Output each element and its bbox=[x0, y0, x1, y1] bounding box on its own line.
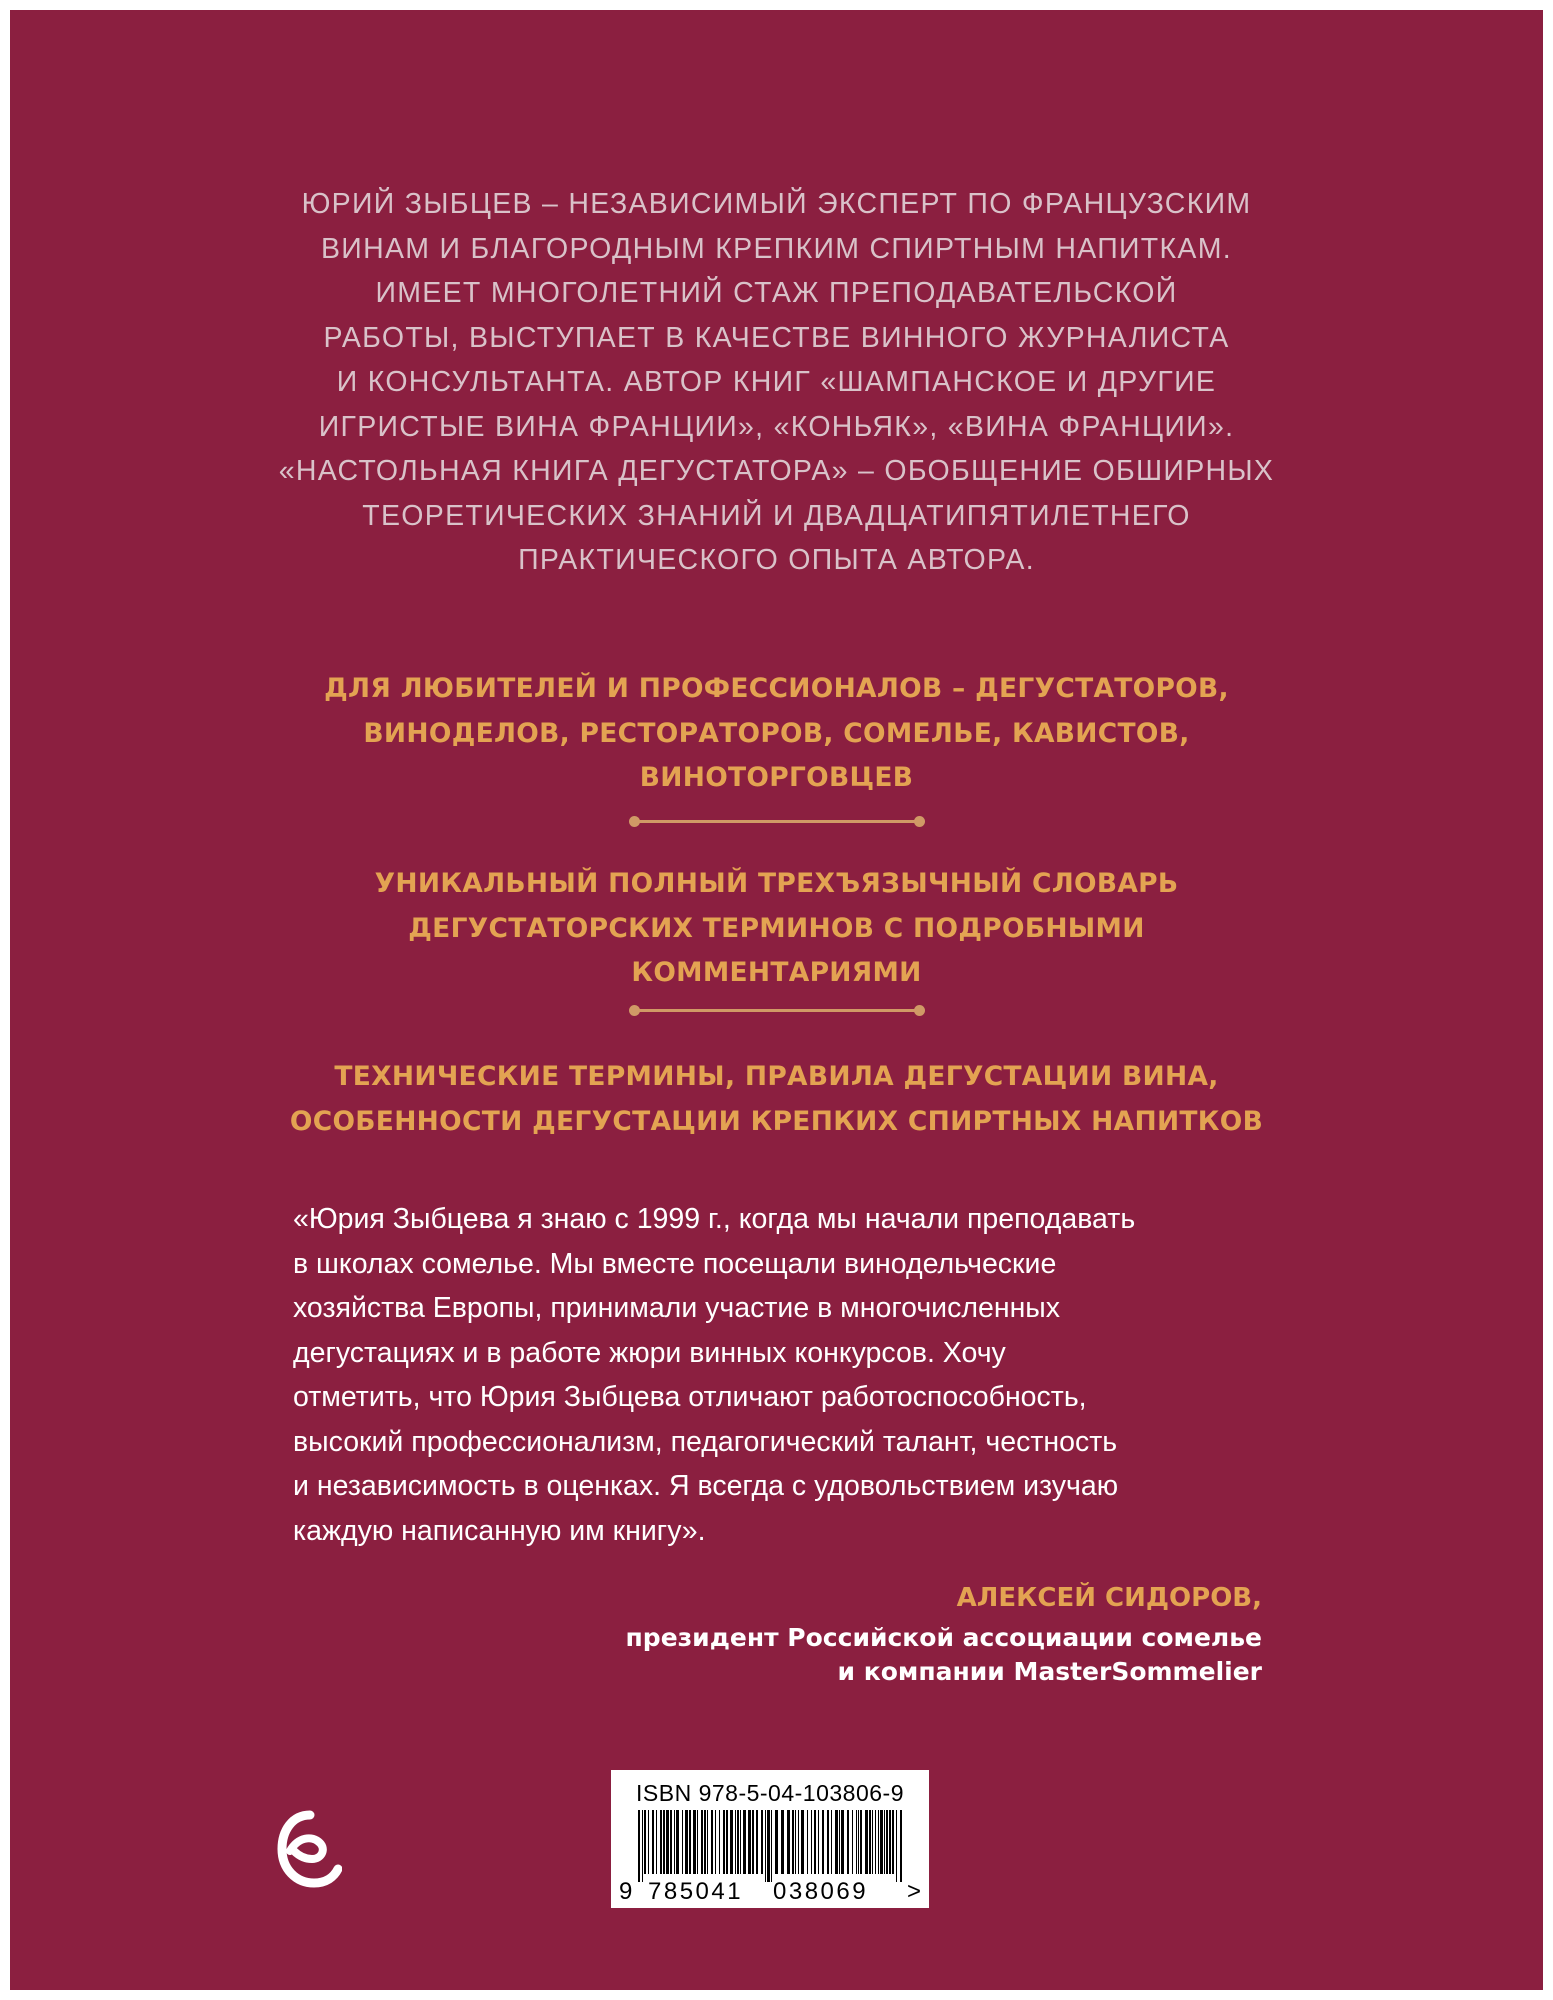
barcode-bar bbox=[880, 1810, 883, 1874]
isbn-digits bbox=[611, 1878, 929, 1906]
isbn-barcode bbox=[611, 1770, 929, 1908]
barcode-bar bbox=[795, 1810, 796, 1874]
feature-line: ВИНОТОРГОВЦЕВ bbox=[639, 762, 914, 793]
barcode-bar bbox=[756, 1810, 758, 1874]
barcode-bar bbox=[865, 1810, 868, 1874]
barcode-bar bbox=[670, 1810, 672, 1874]
barcode-bar bbox=[648, 1810, 649, 1874]
barcode-bar bbox=[841, 1810, 844, 1874]
barcode-bar bbox=[781, 1810, 784, 1874]
barcode-bar bbox=[748, 1810, 751, 1874]
barcode-bar bbox=[818, 1810, 819, 1874]
author-bio-line: «НАСТОЛЬНАЯ КНИГА ДЕГУСТАТОРА» – ОБОБЩЕНИЕ ОБШИРНЫХ bbox=[278, 455, 1275, 487]
barcode-bar bbox=[860, 1810, 862, 1874]
barcode-bar bbox=[811, 1810, 812, 1874]
barcode-bar bbox=[701, 1810, 703, 1874]
barcode-bar bbox=[682, 1810, 683, 1874]
quote-line: хозяйства Европы, принимали участие в многочисленных bbox=[293, 1292, 1061, 1324]
barcode-bar bbox=[884, 1810, 885, 1874]
isbn-digit-group: > bbox=[907, 1878, 924, 1905]
reviewer-title-line: и компании MasterSommelier bbox=[837, 1657, 1262, 1686]
isbn-digit-group: 038069 bbox=[773, 1878, 869, 1905]
barcode-bar bbox=[743, 1810, 746, 1874]
barcode-bar bbox=[900, 1810, 902, 1882]
author-bio-line: ЮРИЙ ЗЫБЦЕВ – НЕЗАВИСИМЫЙ ЭКСПЕРТ ПО ФРАНЦУЗСКИМ bbox=[301, 188, 1252, 220]
barcode-bar bbox=[875, 1810, 876, 1874]
book-back-cover bbox=[10, 10, 1543, 1990]
feature-line: ДЕГУСТАТОРСКИХ ТЕРМИНОВ С ПОДРОБНЫМИ bbox=[408, 912, 1145, 944]
author-bio-line: ПРАКТИЧЕСКОГО ОПЫТА АВТОРА. bbox=[518, 544, 1035, 576]
quote-line: в школах сомелье. Мы вместе посещали винодельческие bbox=[293, 1247, 1057, 1280]
barcode-bar bbox=[711, 1810, 713, 1874]
barcode-bars bbox=[638, 1810, 902, 1882]
barcode-bar bbox=[767, 1810, 770, 1882]
feature-audience bbox=[10, 667, 1543, 801]
author-bio-line: И КОНСУЛЬТАНТА. АВТОР КНИГ «ШАМПАНСКОЕ И ДРУГИЕ bbox=[336, 366, 1217, 398]
author-bio bbox=[10, 182, 1543, 583]
barcode-bar bbox=[831, 1810, 832, 1874]
barcode-bar bbox=[852, 1810, 853, 1874]
barcode-bar bbox=[889, 1810, 891, 1874]
feature-line: ТЕХНИЧЕСКИЕ ТЕРМИНЫ, ПРАВИЛА ДЕГУСТАЦИИ ВИНА, bbox=[334, 1061, 1219, 1092]
barcode-bar bbox=[801, 1810, 804, 1874]
barcode-bar bbox=[644, 1810, 646, 1874]
barcode-bar bbox=[730, 1810, 733, 1874]
isbn-digit-group: 9 bbox=[619, 1878, 635, 1905]
author-bio-line: ТЕОРЕТИЧЕСКИХ ЗНАНИЙ И ДВАДЦАТИПЯТИЛЕТНЕГО bbox=[362, 499, 1191, 532]
barcode-bar bbox=[775, 1810, 778, 1874]
barcode-bar bbox=[798, 1810, 799, 1874]
barcode-bar bbox=[726, 1810, 728, 1874]
barcode-bar bbox=[892, 1810, 894, 1874]
barcode-bar bbox=[827, 1810, 829, 1874]
barcode-bar bbox=[666, 1810, 669, 1874]
barcode-bar bbox=[689, 1810, 691, 1874]
barcode-bar bbox=[676, 1810, 679, 1874]
isbn-digit-group: 785041 bbox=[648, 1878, 744, 1905]
barcode-bar bbox=[822, 1810, 824, 1874]
barcode-bar bbox=[674, 1810, 675, 1874]
barcode-bar bbox=[761, 1810, 763, 1874]
feature-line: ВИНОДЕЛОВ, РЕСТОРАТОРОВ, СОМЕЛЬЕ, КАВИСТОВ, bbox=[363, 717, 1190, 749]
barcode-bar bbox=[814, 1810, 816, 1874]
ornament-divider bbox=[634, 820, 920, 823]
quote-line: дегустациях и в работе жюри винных конкурсов. Хочу bbox=[293, 1336, 1006, 1369]
ornament-divider bbox=[634, 1009, 920, 1012]
feature-dictionary bbox=[10, 862, 1543, 996]
author-bio-line: РАБОТЫ, ВЫСТУПАЕТ В КАЧЕСТВЕ ВИННОГО ЖУРНАЛИСТА bbox=[323, 321, 1230, 354]
quote-line: отметить, что Юрия Зыбцева отличают работоспособность, bbox=[293, 1381, 1087, 1413]
barcode-bar bbox=[735, 1810, 736, 1874]
barcode-bar bbox=[847, 1810, 849, 1874]
quote-line: высокий профессионализм, педагогический талант, честность bbox=[293, 1425, 1118, 1458]
barcode-bar bbox=[652, 1810, 654, 1874]
barcode-bar bbox=[869, 1810, 871, 1874]
barcode-bar bbox=[858, 1810, 859, 1874]
author-bio-line: ВИНАМ И БЛАГОРОДНЫМ КРЕПКИМ СПИРТНЫМ НАПИТКАМ. bbox=[321, 232, 1232, 265]
barcode-bar bbox=[752, 1810, 754, 1874]
barcode-bar bbox=[787, 1810, 790, 1874]
reviewer-title-line: президент Российской ассоциации сомелье bbox=[625, 1623, 1262, 1652]
quote-line: каждую написанную им книгу». bbox=[293, 1514, 706, 1547]
barcode-bar bbox=[835, 1810, 838, 1874]
barcode-bar bbox=[693, 1810, 696, 1874]
barcode-bar bbox=[872, 1810, 873, 1874]
barcode-bar bbox=[656, 1810, 657, 1874]
barcode-bar bbox=[663, 1810, 665, 1874]
reviewer-title bbox=[362, 1621, 1262, 1689]
barcode-bar bbox=[737, 1810, 739, 1874]
barcode-bar bbox=[723, 1810, 725, 1874]
feature-line: ОСОБЕННОСТИ ДЕГУСТАЦИИ КРЕПКИХ СПИРТНЫХ НАПИТКОВ bbox=[289, 1105, 1264, 1137]
quote-line: и независимость в оценках. Я всегда с удовольствием изучаю bbox=[293, 1470, 1119, 1502]
feature-terms bbox=[10, 1055, 1543, 1144]
barcode-bar bbox=[715, 1810, 716, 1874]
barcode-bar bbox=[642, 1810, 643, 1882]
reviewer-name: АЛЕКСЕЙ СИДОРОВ, bbox=[956, 1583, 1262, 1613]
feature-line: УНИКАЛЬНЫЙ ПОЛНЫЙ ТРЕХЪЯЗЫЧНЫЙ СЛОВАРЬ bbox=[374, 868, 1179, 899]
author-bio-line: ИГРИСТЫЕ ВИНА ФРАНЦИИ», «КОНЬЯК», «ВИНА ФРАНЦИИ». bbox=[318, 410, 1235, 443]
barcode-bar bbox=[704, 1810, 706, 1874]
barcode-bar bbox=[707, 1810, 708, 1874]
barcode-bar bbox=[807, 1810, 808, 1874]
barcode-bar bbox=[878, 1810, 879, 1874]
barcode-bar bbox=[792, 1810, 794, 1874]
isbn-label: ISBN 978-5-04-103806-9 bbox=[636, 1780, 904, 1806]
barcode-bar bbox=[685, 1810, 688, 1874]
barcode-bar bbox=[896, 1810, 897, 1882]
feature-line: КОММЕНТАРИЯМИ bbox=[631, 957, 922, 988]
eksmo-logo-icon bbox=[276, 1807, 342, 1891]
barcode-bar bbox=[886, 1810, 888, 1874]
barcode-bar bbox=[771, 1810, 772, 1882]
quote-line: «Юрия Зыбцева я знаю с 1999 г., когда мы начали преподавать bbox=[293, 1203, 1136, 1235]
author-bio-line: ИМЕЕТ МНОГОЛЕТНИЙ СТАЖ ПРЕПОДАВАТЕЛЬСКОЙ bbox=[375, 277, 1178, 309]
barcode-bar bbox=[697, 1810, 698, 1874]
barcode-bar bbox=[719, 1810, 720, 1874]
feature-line: ДЛЯ ЛЮБИТЕЛЕЙ И ПРОФЕССИОНАЛОВ – ДЕГУСТАТОРОВ, bbox=[324, 673, 1229, 704]
barcode-bar bbox=[740, 1810, 741, 1874]
barcode-bar bbox=[765, 1810, 766, 1882]
barcode-bar bbox=[856, 1810, 857, 1874]
review-quote bbox=[293, 1197, 1293, 1553]
barcode-bar bbox=[638, 1810, 640, 1882]
barcode-bar bbox=[660, 1810, 662, 1874]
barcode-bar bbox=[839, 1810, 840, 1874]
